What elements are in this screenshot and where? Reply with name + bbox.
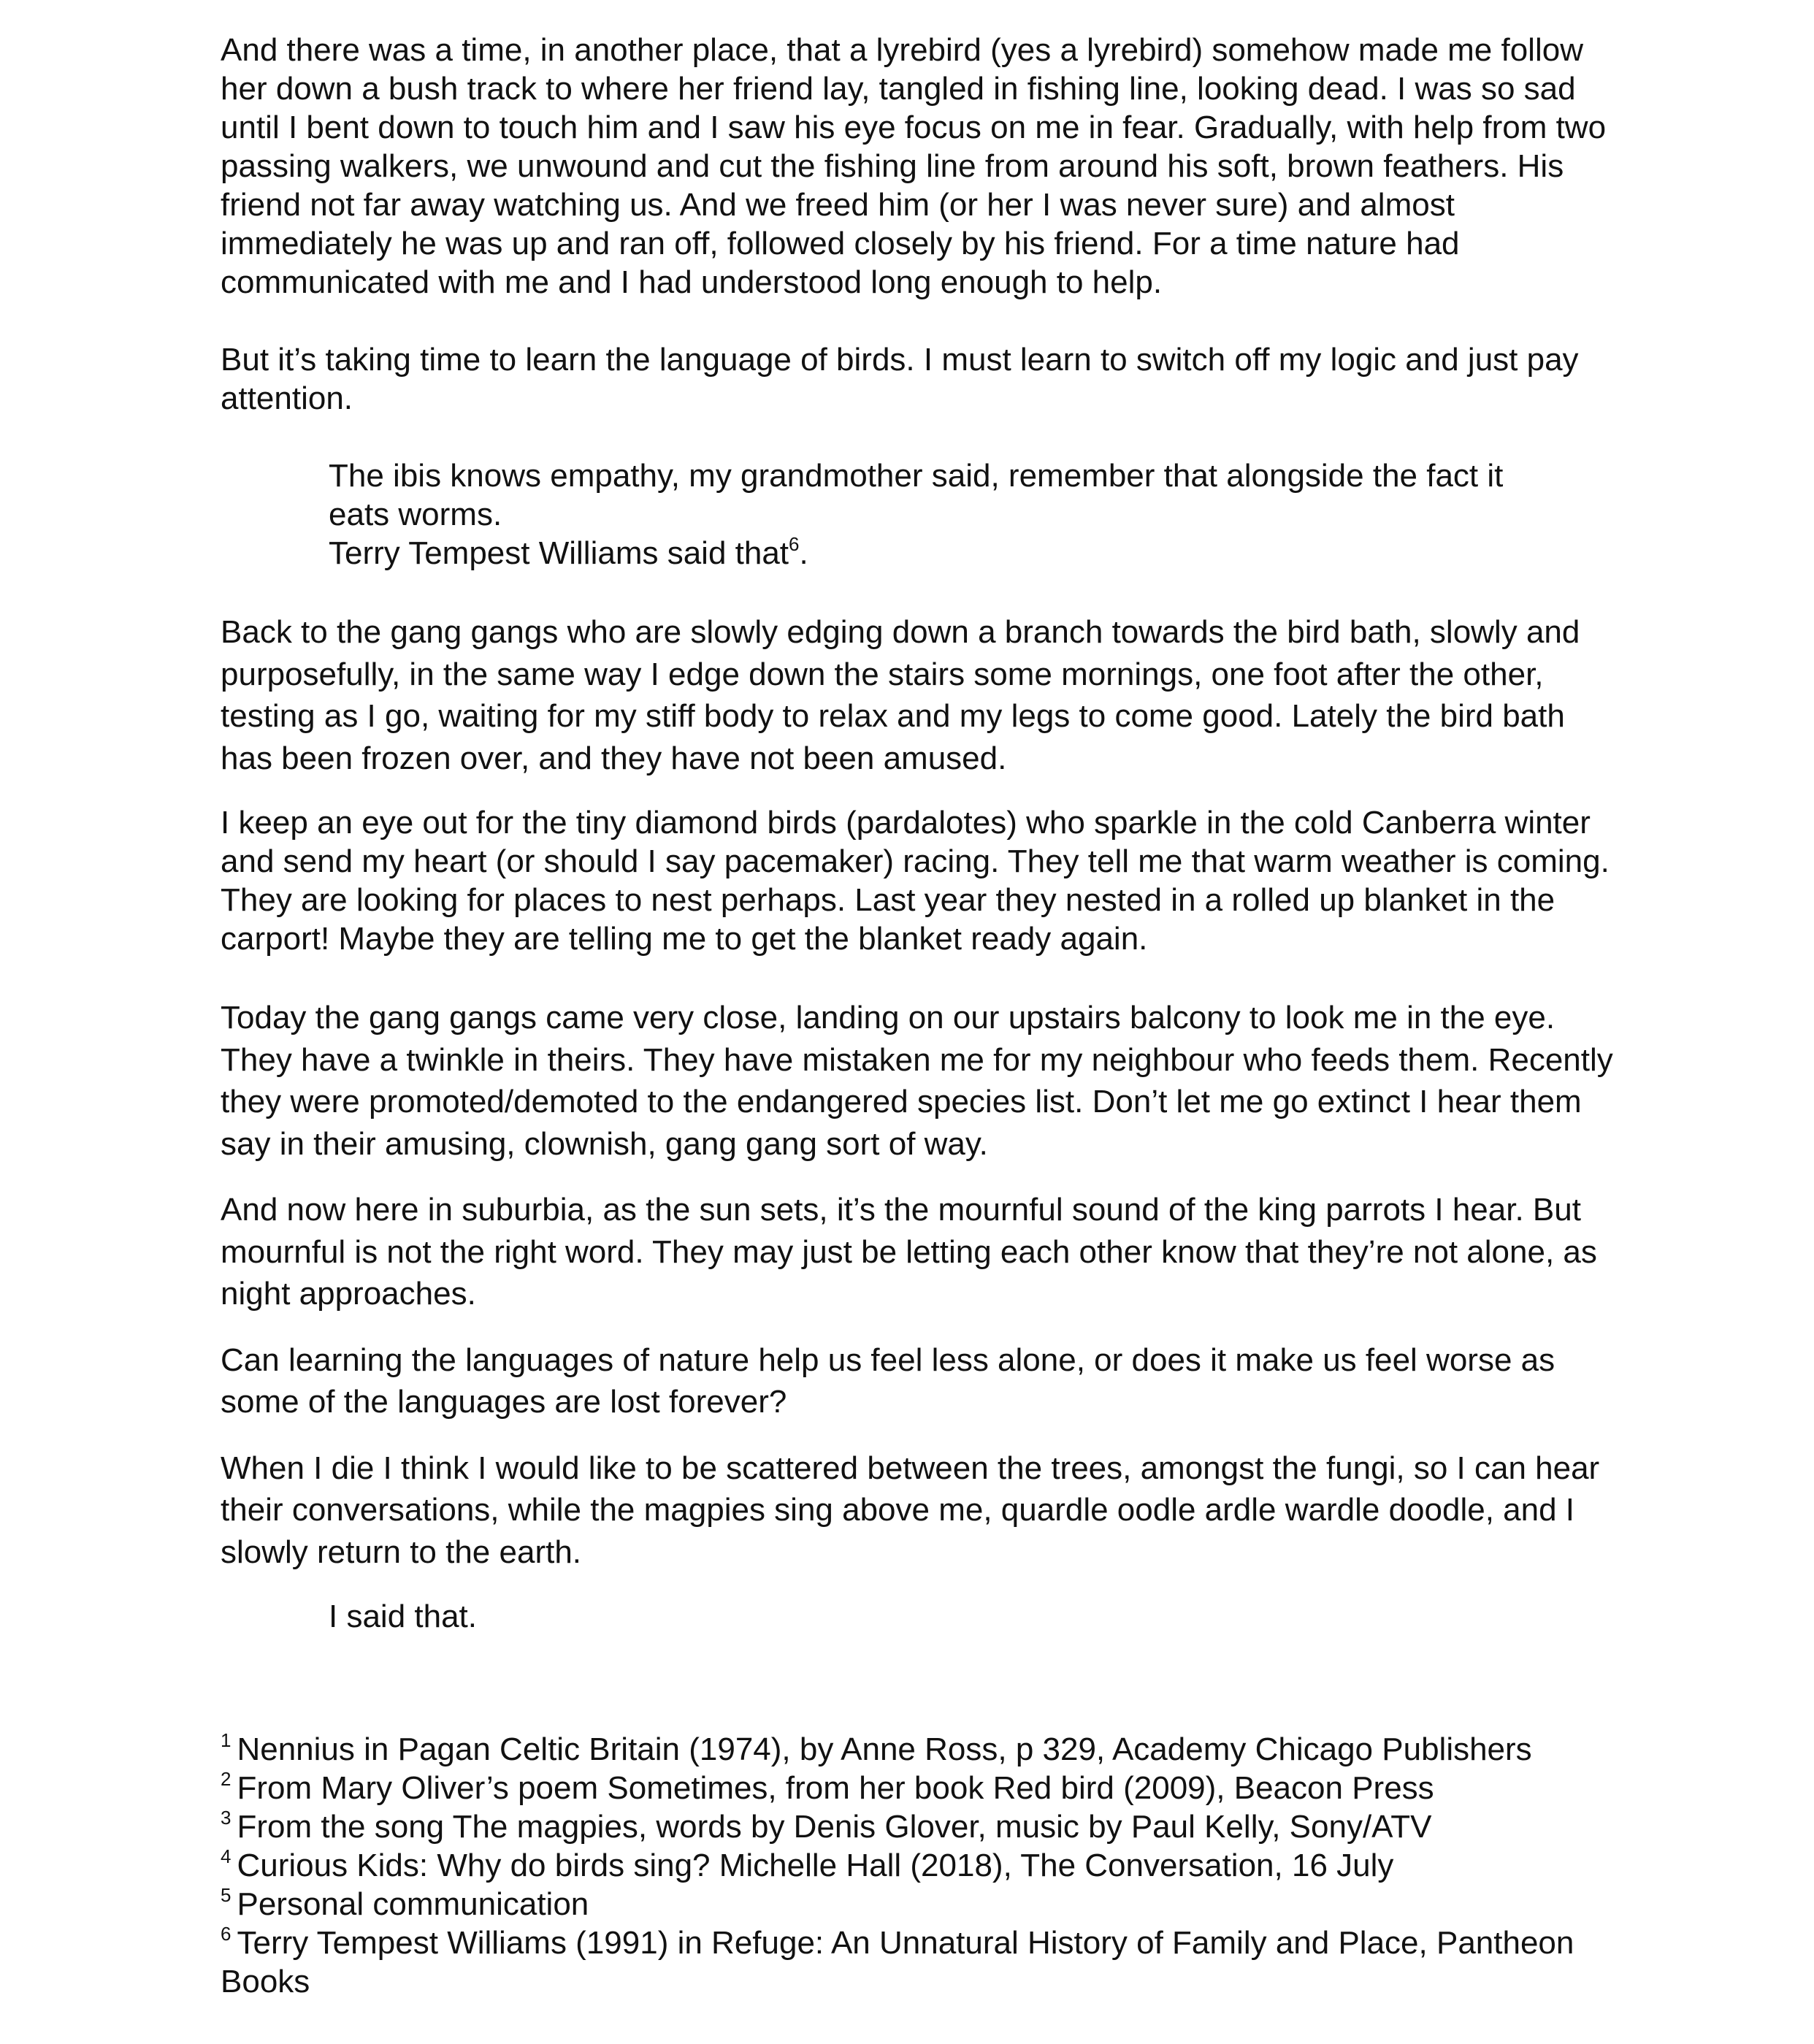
footnote-text: From Mary Oliver’s poem Sometimes, from her book Red bird (2009), Beacon Press <box>237 1770 1434 1806</box>
quote-attribution-text: Terry Tempest Williams said that <box>329 535 789 571</box>
footnote <box>221 1846 1623 1885</box>
footnote-number: 4 <box>221 1845 231 1868</box>
quote-period: . <box>799 535 808 571</box>
quote-block <box>221 456 1687 573</box>
paragraph-lyrebird: And there was a time, in another place, that a lyrebird (yes a lyrebird) somehow made me follow her down a bush track to where her friend lay, tangled in fishing line, looking dead. I was so sad until I bent down to touch him and I saw his eye focus on me in fear. Gradually, with help from two passing walkers, we unwound and cut the fishing line from around his soft, brown feathers. His friend not far away watching us. And we freed him (or her I was never sure) and almost immediately he was up and ran off, followed closely by his friend. For a time nature had communicated with me and I had understood long enough to help. <box>221 32 1607 300</box>
footnote-number: 2 <box>221 1768 231 1791</box>
footnote <box>221 1730 1623 1769</box>
quote-attribution <box>329 534 1687 573</box>
paragraph-gang-gangs-bird-bath: Back to the gang gangs who are slowly edging down a branch towards the bird bath, slowly and purposefully, in the same way I edge down the stairs some mornings, one foot after the other, testing as I go, waiting for my stiff body to relax and my legs to come good. Lately the bird bath has been frozen over, and they have not been amused. <box>221 614 1580 776</box>
footnote <box>221 1807 1623 1846</box>
footnotes <box>221 1730 1623 2001</box>
footnote-text: Terry Tempest Williams (1991) in Refuge: An Unnatural History of Family and Place, Pantheon Books <box>221 1925 1574 1999</box>
footnote <box>221 1924 1579 2001</box>
footnote-number: 3 <box>221 1807 231 1829</box>
footnote <box>221 1885 1623 1924</box>
footnote-number: 5 <box>221 1884 231 1907</box>
footnote-text: From the song The magpies, words by Denis Glover, music by Paul Kelly, Sony/ATV <box>237 1809 1432 1845</box>
document-body <box>221 31 1623 1636</box>
paragraph-pardalotes: I keep an eye out for the tiny diamond birds (pardalotes) who sparkle in the cold Canberra winter and send my heart (or should I say pacemaker) racing. They tell me that warm weather is coming. They are looking for places to nest perhaps. Last year they nested in a rolled up blanket in the carport! Maybe they are telling me to get the blanket ready again. <box>221 805 1610 957</box>
paragraph-balcony: Today the gang gangs came very close, landing on our upstairs balcony to look me in the eye. They have a twinkle in theirs. They have mistaken me for my neighbour who feeds them. Recently they were promoted/demoted to the endangered species list. Don’t let me go extinct I hear them say in their amusing, clownish, gang gang sort of way. <box>221 1000 1613 1162</box>
paragraph-when-i-die: When I die I think I would like to be scattered between the trees, amongst the fungi, so I can hear their conversations, while the magpies sing above me, quardle oodle ardle wardle doodle, and I slowly return to the earth. <box>221 1450 1600 1570</box>
paragraph-king-parrots: And now here in suburbia, as the sun sets, it’s the mournful sound of the king parrots I hear. But mournful is not the right word. They may just be letting each other know that they’re not alone, as night approaches. <box>221 1192 1597 1312</box>
paragraph-question: Can learning the languages of nature help us feel less alone, or does it make us feel worse as some of the languages are lost forever? <box>221 1341 1555 1420</box>
footnote-ref-6: 6 <box>789 533 800 556</box>
footnote-text: Nennius in Pagan Celtic Britain (1974), by Anne Ross, p 329, Academy Chicago Publishers <box>237 1731 1532 1767</box>
quote-ibis: The ibis knows empathy, my grandmother said, remember that alongside the fact it eats worms. <box>329 458 1504 532</box>
footnote <box>221 1769 1623 1807</box>
footnote-number: 1 <box>221 1729 231 1752</box>
paragraph-language-of-birds: But it’s taking time to learn the language of birds. I must learn to switch off my logic and just pay attention. <box>221 342 1579 416</box>
footnote-text: Curious Kids: Why do birds sing? Michelle Hall (2018), The Conversation, 16 July <box>237 1848 1394 1883</box>
footnote-text: Personal communication <box>237 1886 589 1922</box>
paragraph-i-said-that: I said that. <box>329 1599 478 1634</box>
footnote-number: 6 <box>221 1923 231 1945</box>
